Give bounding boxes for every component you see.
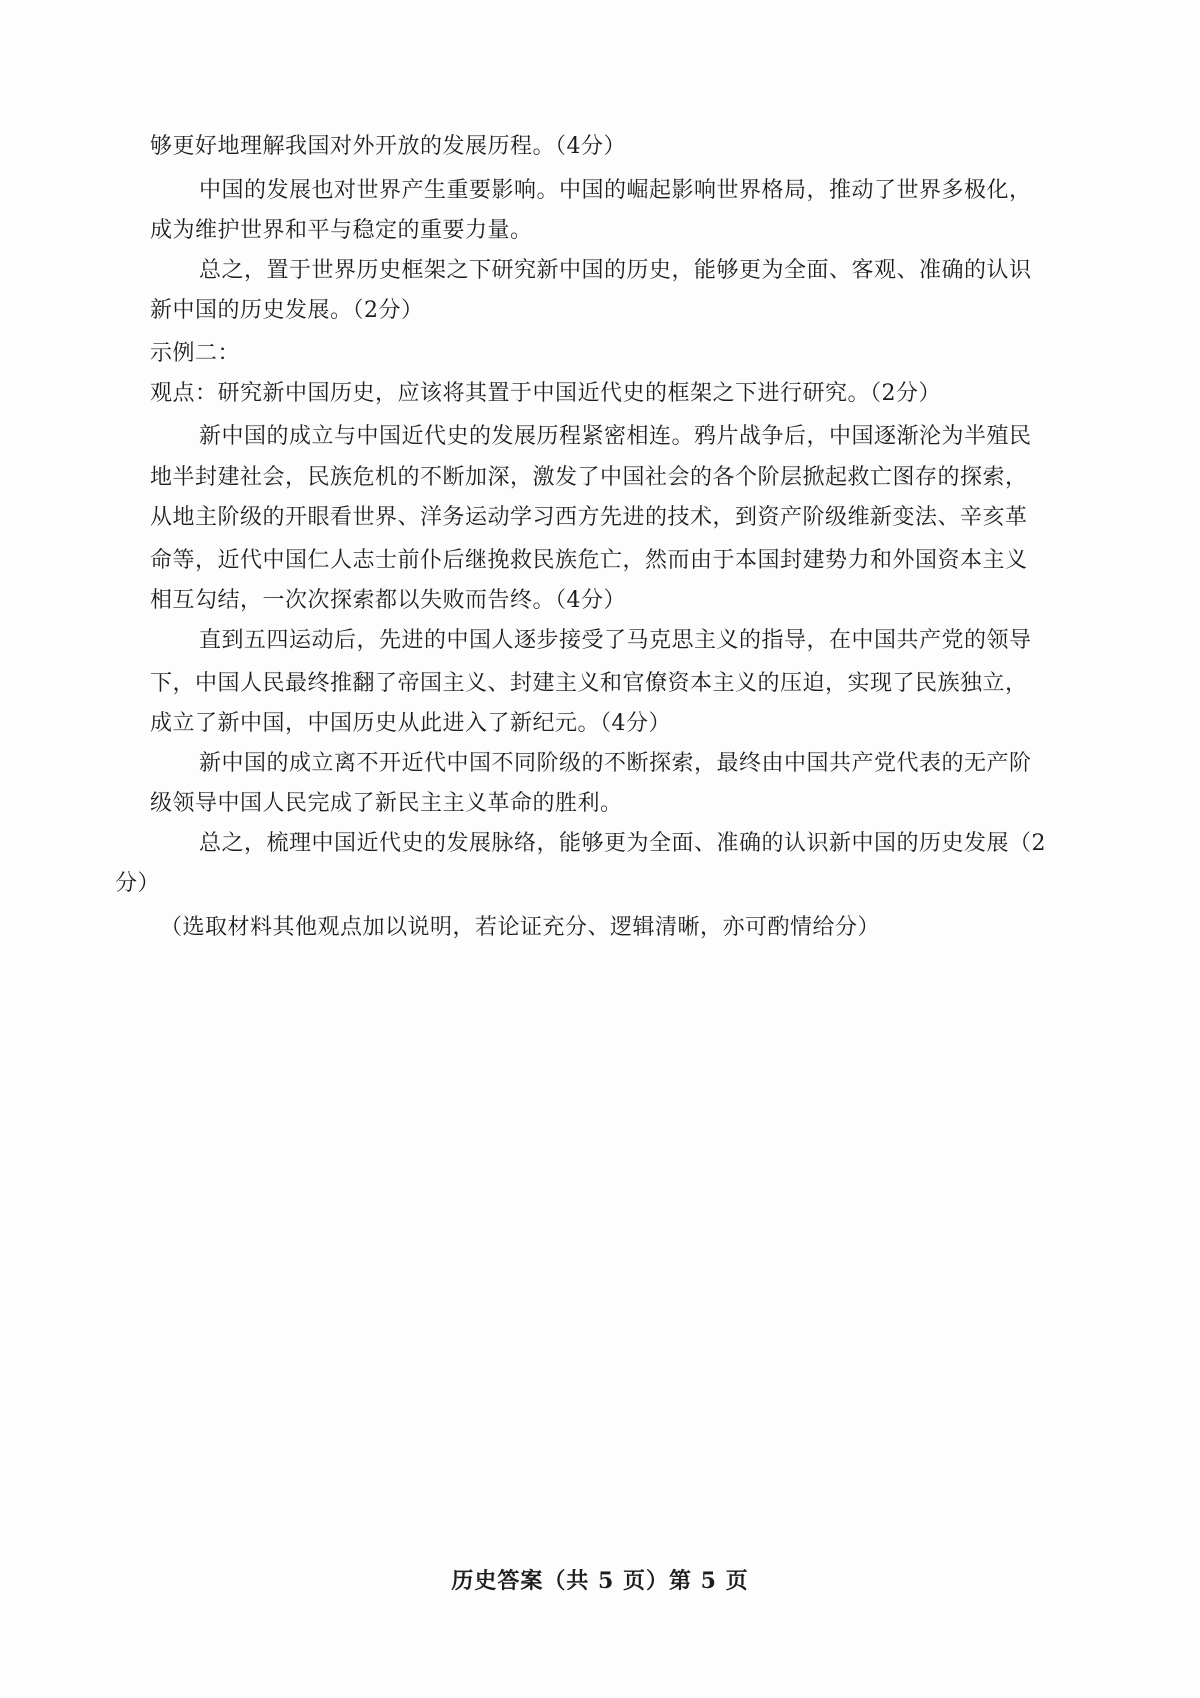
text-line: 从地主阶级的开眼看世界、洋务运动学习西方先进的技术，到资产阶级维新变法、辛亥革 <box>150 505 1028 530</box>
viewpoint-line: 观点：研究新中国历史，应该将其置于中国近代史的框架之下进行研究。（2分） <box>150 381 941 406</box>
text-line: 新中国的历史发展。（2分） <box>150 298 424 323</box>
page-footer: 历史答案（共 5 页）第 5 页 <box>451 1568 749 1594</box>
text-line: 地半封建社会，民族危机的不断加深，激发了中国社会的各个阶层掀起救亡图存的探索， <box>150 465 1028 490</box>
text-line: 命等，近代中国仁人志士前仆后继挽救民族危亡，然而由于本国封建势力和外国资本主义 <box>150 548 1028 573</box>
text-line: 新中国的成立离不开近代中国不同阶级的不断探索，最终由中国共产党代表的无产阶 <box>199 751 1032 776</box>
text-line: 分） <box>115 871 161 896</box>
text-line: 直到五四运动后，先进的中国人逐步接受了马克思主义的指导，在中国共产党的领导 <box>199 628 1032 653</box>
text-line: 下，中国人民最终推翻了帝国主义、封建主义和官僚资本主义的压迫，实现了民族独立， <box>150 671 1028 696</box>
text-line: 成立了新中国，中国历史从此进入了新纪元。（4分） <box>150 711 671 736</box>
section-heading: 示例二： <box>150 341 241 366</box>
text-line: 总之，梳理中国近代史的发展脉络，能够更为全面、准确的认识新中国的历史发展（2 <box>199 831 1046 856</box>
text-line: 相互勾结，一次次探索都以失败而告终。（4分） <box>150 588 626 613</box>
text-line: 级领导中国人民完成了新民主主义革命的胜利。 <box>150 791 623 816</box>
text-line: 成为维护世界和平与稳定的重要力量。 <box>150 218 533 243</box>
grading-note: （选取材料其他观点加以说明，若论证充分、逻辑清晰，亦可酌情给分） <box>160 915 881 940</box>
text-line: 中国的发展也对世界产生重要影响。中国的崛起影响世界格局，推动了世界多极化， <box>199 178 1032 203</box>
text-line: 够更好地理解我国对外开放的发展历程。（4分） <box>150 134 626 159</box>
text-line: 总之，置于世界历史框架之下研究新中国的历史，能够更为全面、客观、准确的认识 <box>199 258 1032 283</box>
text-line: 新中国的成立与中国近代史的发展历程紧密相连。鸦片战争后，中国逐渐沦为半殖民 <box>199 424 1032 449</box>
